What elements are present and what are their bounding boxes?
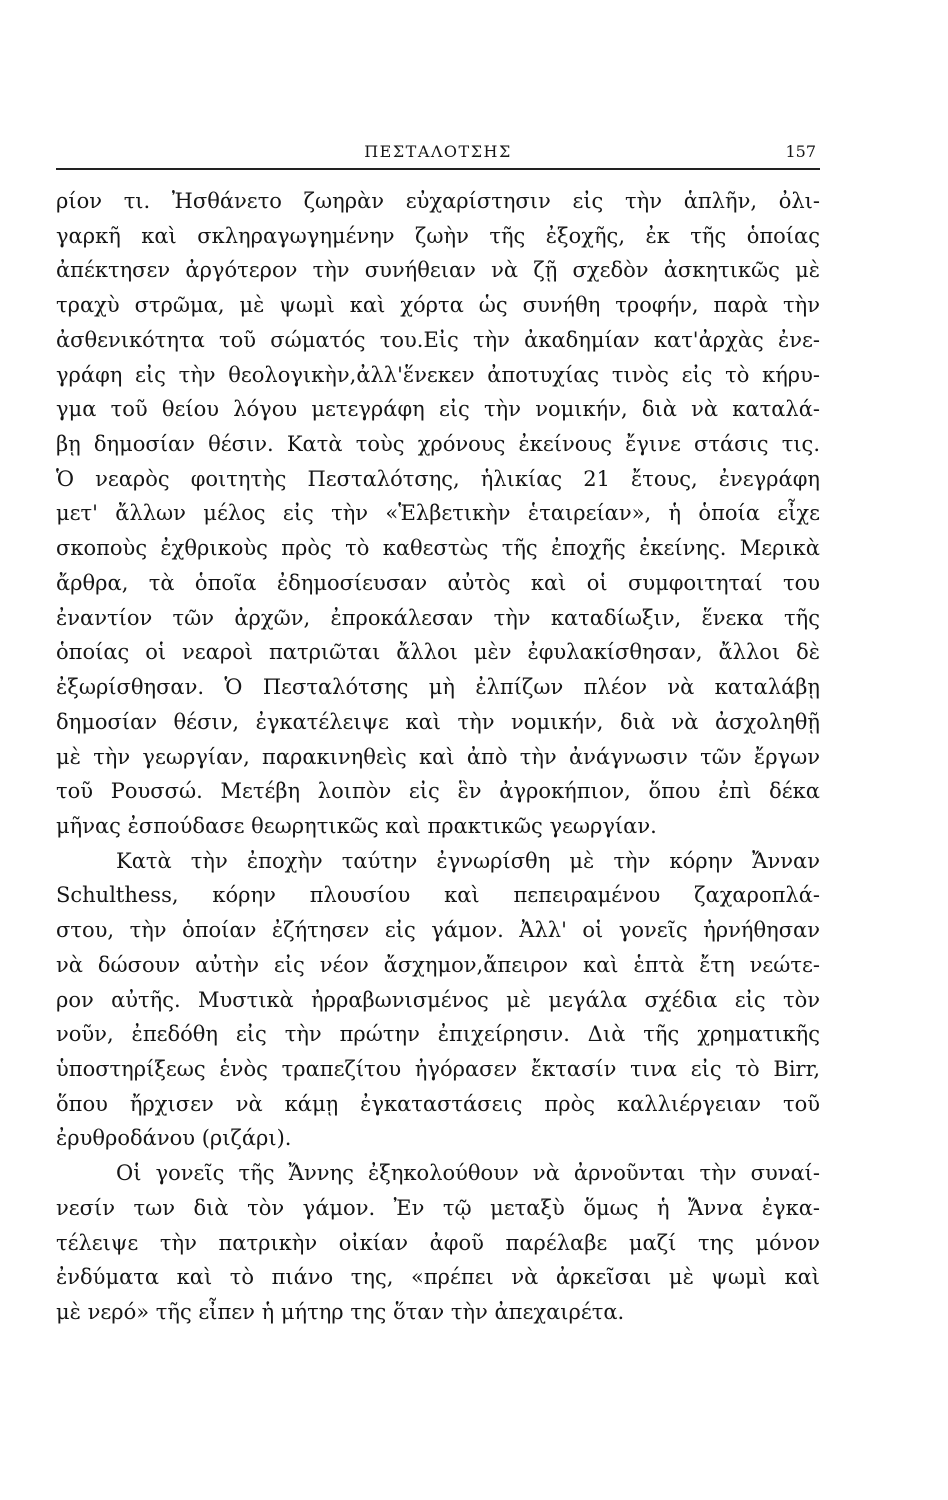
text-line: νοῦν, ἐπεδόθη εἰς τὴν πρώτην ἐπιχείρησιν. Διὰ τῆς χρηματικῆς (56, 1022, 820, 1047)
text-line: τραχὺ στρῶμα, μὲ ψωμὶ καὶ χόρτα ὡς συνήθη τροφήν, παρὰ τὴν (56, 293, 820, 318)
text-line: τοῦ Ρουσσώ. Μετέβη λοιπὸν εἰς ἓν ἀγροκήπιον, ὅπου ἐπὶ δέκα (56, 779, 820, 804)
text-line: στου, τὴν ὁποίαν ἐζήτησεν εἰς γάμον. Ἀλλ' οἱ γονεῖς ἠρνήθησαν (56, 918, 820, 943)
text-line: ρον αὐτῆς. Μυστικὰ ἠρραβωνισμένος μὲ μεγάλα σχέδια εἰς τὸν (56, 987, 820, 1012)
body-text (56, 184, 820, 1330)
text-line: μὲ νερό» τῆς εἶπεν ἡ μήτηρ της ὅταν τὴν ἀπεχαιρέτα. (56, 1300, 625, 1324)
text-line: γμα τοῦ θείου λόγου μετεγράφη εἰς τὴν νομικήν, διὰ νὰ καταλά- (56, 397, 820, 422)
text-line: μῆνας ἐσπούδασε θεωρητικῶς καὶ πρακτικῶς γεωργίαν. (56, 813, 657, 838)
text-line: Οἱ γονεῖς τῆς Ἄννης ἐξηκολούθουν νὰ ἀρνοῦνται τὴν συναί- (116, 1161, 820, 1186)
text-line: ἄρθρα, τὰ ὁποῖα ἐδημοσίευσαν αὐτὸς καὶ οἱ συμφοιτηταί του (56, 570, 820, 595)
text-line: μετ' ἄλλων μέλος εἰς τὴν «Ἑλβετικὴν ἑταιρείαν», ἡ ὁποία εἶχε (56, 501, 820, 526)
text-line: Ὁ νεαρὸς φοιτητὴς Πεσταλότσης, ἡλικίας 21 ἔτους, ἐνεγράφη (56, 466, 820, 491)
text-line: σκοποὺς ἐχθρικοὺς πρὸς τὸ καθεστὼς τῆς ἐποχῆς ἐκείνης. Μερικὰ (56, 536, 820, 561)
text-line: γράφη εἰς τὴν θεολογικὴν,ἀλλ'ἕνεκεν ἀποτυχίας τινὸς εἰς τὸ κήρυ- (56, 362, 820, 387)
text-line: ἐναντίον τῶν ἀρχῶν, ἐπροκάλεσαν τὴν καταδίωξιν, ἕνεκα τῆς (56, 605, 820, 630)
text-line: τέλειψε τὴν πατρικὴν οἰκίαν ἀφοῦ παρέλαβε μαζί της μόνον (56, 1230, 820, 1255)
text-line: ὁποίας οἱ νεαροὶ πατριῶται ἄλλοι μὲν ἐφυλακίσθησαν, ἄλλοι δὲ (56, 640, 820, 665)
text-line: νεσίν των διὰ τὸν γάμον. Ἐν τῷ μεταξὺ ὅμως ἡ Ἄννα ἐγκα- (56, 1195, 820, 1220)
text-line: Schulthess, κόρην πλουσίου καὶ πεπειραμένου ζαχαροπλά- (56, 883, 820, 908)
text-line: δημοσίαν θέσιν, ἐγκατέλειψε καὶ τὴν νομικήν, διὰ νὰ ἀσχοληθῇ (56, 709, 820, 734)
text-line: νὰ δώσουν αὐτὴν εἰς νέον ἄσχημον,ἄπειρον καὶ ἑπτὰ ἔτη νεώτε- (56, 952, 820, 977)
text-line: ἀπέκτησεν ἀργότερον τὴν συνήθειαν νὰ ζῇ σχεδὸν ἀσκητικῶς μὲ (56, 258, 820, 283)
text-line: ὑποστηρίξεως ἑνὸς τραπεζίτου ἠγόρασεν ἔκτασίν τινα εἰς τὸ Birr, (56, 1056, 820, 1081)
text-line: βῃ δημοσίαν θέσιν. Κατὰ τοὺς χρόνους ἐκείνους ἔγινε στάσις τις. (56, 432, 820, 457)
page-header (56, 138, 820, 170)
text-line: ἐξωρίσθησαν. Ὁ Πεσταλότσης μὴ ἐλπίζων πλέον νὰ καταλάβῃ (56, 675, 820, 700)
text-line: ὅπου ἤρχισεν νὰ κάμῃ ἐγκαταστάσεις πρὸς καλλιέργειαν τοῦ (56, 1091, 820, 1116)
running-title: ΠΕΣΤΑΛΟΤΣΗΣ (364, 142, 512, 161)
text-line: ἐνδύματα καὶ τὸ πιάνο της, «πρέπει νὰ ἀρκεῖσαι μὲ ψωμὶ καὶ (56, 1265, 820, 1290)
text-line: ρίον τι. Ἠσθάνετο ζωηρὰν εὐχαρίστησιν εἰς τὴν ἁπλῆν, ὀλι- (56, 189, 820, 213)
page-number: 157 (785, 142, 816, 161)
text-line: ἀσθενικότητα τοῦ σώματός του.Εἰς τὴν ἀκαδημίαν κατ'ἀρχὰς ἐνε- (56, 327, 820, 352)
text-line: ἐρυθροδάνου (ριζάρι). (56, 1126, 292, 1151)
text-line: μὲ τὴν γεωργίαν, παρακινηθεὶς καὶ ἀπὸ τὴν ἀνάγνωσιν τῶν ἔργων (56, 744, 820, 769)
text-line: γαρκῆ καὶ σκληραγωγημένην ζωὴν τῆς ἐξοχῆς, ἐκ τῆς ὁποίας (56, 223, 820, 248)
text-line: Κατὰ τὴν ἐποχὴν ταύτην ἐγνωρίσθη μὲ τὴν κόρην Ἄνναν (116, 848, 820, 873)
